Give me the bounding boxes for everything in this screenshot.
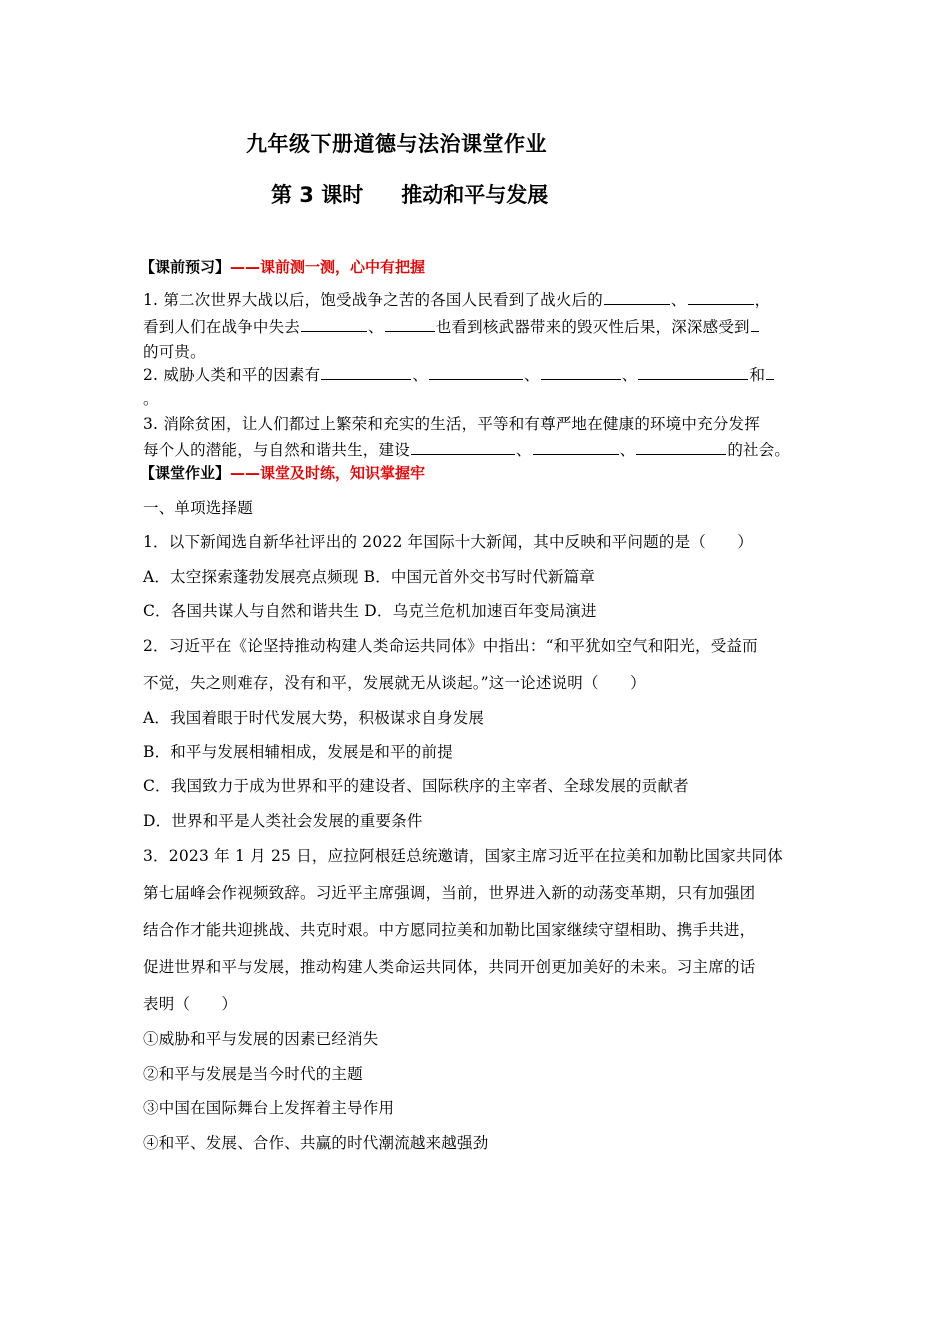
preview-q1-line2: 看到人们在战争中失去 、 也看到核武器带来的毁灭性后果，深深感受到 [143, 315, 760, 337]
preview-q2-line1: 2. 威胁人类和平的因素有 、 、 、 和 [143, 363, 775, 385]
fill-blank[interactable] [385, 317, 435, 332]
q1-options-ab[interactable]: A．太空探索蓬勃发展亮点频现 B．中国元首外交书写时代新篇章 [143, 568, 596, 586]
worksheet-title: 九年级下册道德与法治课堂作业 [246, 132, 547, 156]
fill-blank[interactable] [636, 440, 726, 455]
preview-q2-line2: 。 [143, 390, 159, 408]
fill-blank[interactable] [429, 365, 523, 380]
q3-statement-1: ①威胁和平与发展的因素已经消失 [143, 1030, 379, 1048]
lesson-title [271, 179, 548, 209]
preview-q3-line2: 每个人的潜能，与自然和谐共生，建设 、 、 的社会。 [143, 441, 791, 459]
q1-options-cd[interactable]: C．各国共谋人与自然和谐共生 D．乌克兰危机加速百年变局演进 [143, 602, 597, 620]
fill-blank[interactable] [411, 440, 515, 455]
q3-statement-4: ④和平、发展、合作、共赢的时代潮流越来越强劲 [143, 1134, 489, 1152]
fill-blank[interactable] [766, 365, 774, 380]
classwork-slogan: ——课堂及时练，知识掌握牢 [230, 464, 426, 482]
fill-blank[interactable] [688, 290, 754, 305]
fill-blank[interactable] [533, 440, 619, 455]
lesson-number: 第 3 课时 [271, 183, 364, 207]
q3-stem-line3: 结合作才能共迎挑战、共克时艰。中方愿同拉美和加勒比国家继续守望相助、携手共进， [143, 921, 756, 939]
fill-blank[interactable] [541, 365, 621, 380]
q3-stem-line2: 第七届峰会作视频致辞。习近平主席强调，当前，世界进入新的动荡变革期，只有加强团 [143, 884, 756, 902]
q2-option-c[interactable]: C．我国致力于成为世界和平的建设者、国际秩序的主宰者、全球发展的贡献者 [143, 777, 689, 795]
q2-option-a[interactable]: A．我国着眼于时代发展大势，积极谋求自身发展 [143, 709, 485, 727]
q2-stem-line2: 不觉，失之则难存，没有和平，发展就无从谈起。”这一论述说明（ ） [143, 674, 646, 692]
q3-stem-line1: 3．2023 年 1 月 25 日，应拉阿根廷总统邀请，国家主席习近平在拉美和加勒比国家共同体 [143, 847, 783, 865]
preview-tag: 【课前预习】 [140, 258, 231, 276]
preview-q1-line1: 1. 第二次世界大战以后，饱受战争之苦的各国人民看到了战火后的 、 ， [143, 291, 771, 309]
q3-statement-3: ③中国在国际舞台上发挥着主导作用 [143, 1099, 395, 1117]
question-type-heading: 一、单项选择题 [143, 499, 253, 517]
q2-stem-line1: 2．习近平在《论坚持推动构建人类命运共同体》中指出：“和平犹如空气和阳光，受益而 [143, 637, 758, 655]
fill-blank[interactable] [604, 290, 670, 305]
fill-blank[interactable] [638, 365, 748, 380]
q3-statement-2: ②和平与发展是当今时代的主题 [143, 1065, 363, 1083]
preview-q1-line3: 的可贵。 [143, 343, 206, 361]
q2-option-d[interactable]: D．世界和平是人类社会发展的重要条件 [143, 812, 423, 830]
q3-stem-line5: 表明（ ） [143, 995, 238, 1013]
classwork-tag: 【课堂作业】 [140, 464, 231, 482]
q3-stem-line4: 促进世界和平与发展，推动构建人类命运共同体，共同开创更加美好的未来。习主席的话 [143, 958, 756, 976]
fill-blank[interactable] [321, 365, 411, 380]
classwork-section-heading [140, 462, 425, 483]
preview-slogan: ——课前测一测，心中有把握 [230, 258, 426, 276]
lesson-topic: 推动和平与发展 [401, 183, 549, 207]
q1-stem: 1．以下新闻选自新华社评出的 2022 年国际十大新闻，其中反映和平问题的是（ ） [143, 533, 754, 551]
fill-blank[interactable] [751, 317, 759, 332]
preview-section-heading [140, 256, 425, 277]
preview-q3-line1: 3. 消除贫困，让人们都过上繁荣和充实的生活，平等和有尊严地在健康的环境中充分发挥 [143, 415, 760, 433]
q2-option-b[interactable]: B．和平与发展相辅相成，发展是和平的前提 [143, 743, 453, 761]
fill-blank[interactable] [301, 317, 367, 332]
